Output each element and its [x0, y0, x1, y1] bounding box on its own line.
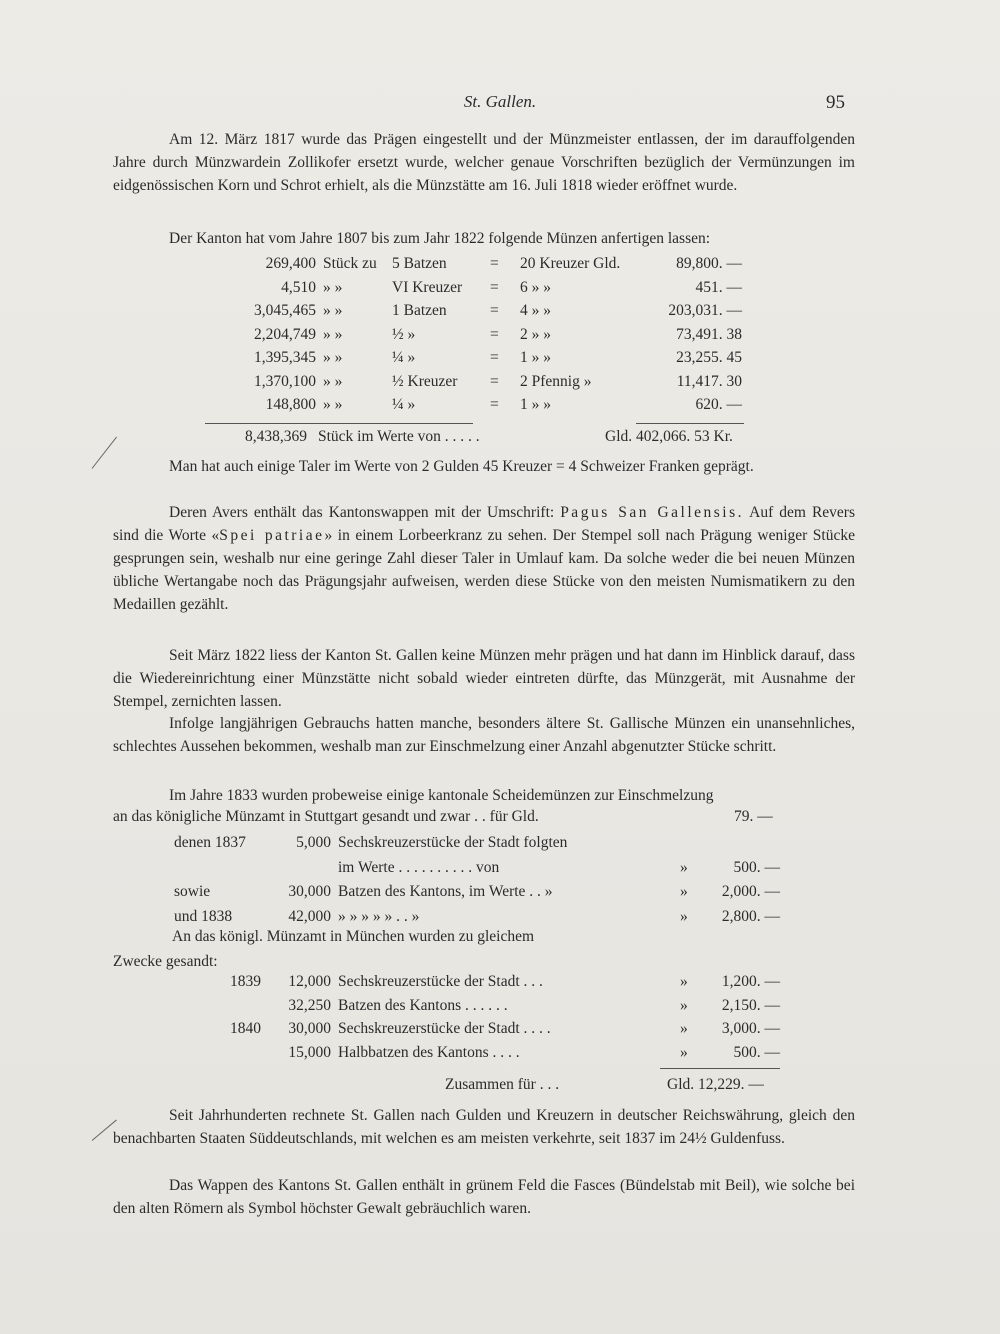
coin-c: ½ » [392, 325, 416, 343]
stuttgart-c: im Werte . . . . . . . . . . von [338, 858, 500, 876]
coin-d: = [490, 325, 499, 343]
coin-c: ½ Kreuzer [392, 372, 458, 390]
muenchen-d: » [680, 996, 688, 1014]
coin-b: » » [323, 278, 343, 296]
coin-f: 203,031. — [668, 302, 742, 319]
coin-c: VI Kreuzer [392, 278, 463, 296]
stuttgart-d: » [680, 858, 688, 876]
inscription-avers: Pagus San Gallensis. [560, 504, 745, 521]
coin-e: 20 Kreuzer Gld. [520, 255, 621, 272]
p4-text-e: » in einem Lorbeerkranz zu sehen. Der Stempel soll nach Prägung weniger Stücke gesprungen sein, weshalb nur eine geringe Zahl dieser Taler in Umlauf kam. Da solche weder die bei neuen Münzen übliche Wertangabe noch das Prägungsjahr aufweisen, werden diese Stücke von den meisten Numismatikern zu den Medaillen gezählt. [113, 527, 855, 613]
coin-d: = [490, 255, 499, 272]
stuttgart-d: » [680, 883, 688, 900]
coin-e: 1 » » [520, 349, 551, 366]
coin-e: 4 » » [520, 302, 551, 319]
muenchen-e: 3,000. — [721, 1020, 780, 1037]
total-value: Gld. 402,066. 53 Kr. [605, 428, 733, 445]
coin-a: 269,400 [265, 255, 316, 272]
coin-e: 2 Pfennig » [520, 372, 592, 390]
total-count: 8,438,369 [245, 428, 307, 445]
coin-f: 620. — [695, 396, 742, 413]
coin-a: 1,395,345 [254, 349, 316, 366]
coin-a: 3,045,465 [254, 302, 316, 319]
coin-f: 451. — [695, 278, 742, 296]
coin-b: » » [323, 302, 343, 319]
coin-a: 1,370,100 [254, 372, 316, 390]
coin-f: 23,255. 45 [676, 349, 742, 366]
paragraph-9: Seit Jahrhunderten rechnete St. Gallen nach Gulden und Kreuzern in deutscher Reichswährung, gleich den benachbarten Staaten Süddeutschlands, mit welchen es am meisten verkehrte, seit 1837 im 24½ Guldenfuss. [113, 1107, 855, 1147]
paragraph-4 [113, 501, 855, 616]
coin-e: 2 » » [520, 325, 551, 343]
paragraph-10: Das Wappen des Kantons St. Gallen enthält in grünem Feld die Fasces (Bündelstab mit Beil), wie solche bei den alten Römern als Symbol höchster Gewalt gebräuchlich waren. [113, 1177, 855, 1217]
muenchen-c: Halbbatzen des Kantons . . . . [338, 1043, 520, 1061]
coin-b: » » [323, 372, 343, 390]
muenchen-c: Sechskreuzerstücke der Stadt . . . . [338, 1020, 551, 1037]
paragraph-7: Im Jahre 1833 wurden probeweise einige kantonale Scheidemünzen zur Einschmelzung [169, 787, 714, 804]
stuttgart-b: 42,000 [288, 907, 331, 925]
coin-c: 1 Batzen [392, 302, 447, 319]
stuttgart-d: » [680, 907, 688, 925]
muenchen-b: 12,000 [288, 973, 331, 990]
muenchen-d: » [680, 1020, 688, 1037]
inscription-revers: Spei patriae [219, 527, 325, 544]
coin-a: 4,510 [281, 278, 316, 296]
coin-c: ¼ » [392, 396, 416, 413]
table-rule-left [205, 423, 473, 424]
coin-e: 6 » » [520, 278, 551, 296]
coin-c: ¼ » [392, 349, 416, 366]
coin-f: 73,491. 38 [676, 325, 742, 343]
paragraph-8: An das königl. Münzamt in München wurden zu gleichem [172, 928, 535, 945]
running-head: St. Gallen. [463, 92, 537, 111]
stuttgart-c: Sechskreuzerstücke der Stadt folgten [338, 834, 568, 851]
stuttgart-a: denen 1837 [174, 834, 246, 851]
stuttgart-c: » » » » » . . » [338, 907, 420, 925]
muenchen-b: 32,250 [288, 996, 331, 1014]
stuttgart-e: 500. — [733, 858, 780, 876]
sum-rule [660, 1068, 780, 1069]
coin-f: 11,417. 30 [676, 372, 742, 390]
p4-text-a: Deren Avers enthält das Kantonswappen mit der Umschrift: [169, 504, 561, 521]
paragraph-3: Man hat auch einige Taler im Werte von 2 Gulden 45 Kreuzer = 4 Schweizer Franken geprägt. [169, 458, 754, 475]
coin-b: » » [323, 396, 343, 413]
coin-d: = [490, 278, 499, 296]
sum-label: Zusammen für . . . [445, 1076, 560, 1093]
coin-b: » » [323, 349, 343, 366]
stuttgart-a: sowie [174, 883, 211, 900]
muenchen-a: 1840 [230, 1020, 261, 1037]
coin-d: = [490, 302, 499, 319]
stuttgart-b: 30,000 [288, 883, 331, 900]
muenchen-b: 15,000 [288, 1043, 331, 1061]
paragraph-7-line-2: an das königliche Münzamt in Stuttgart gesandt und zwar . . für Gld. [113, 808, 539, 825]
paragraph-8-line-2: Zwecke gesandt: [113, 953, 218, 970]
muenchen-e: 1,200. — [721, 973, 780, 990]
stuttgart-e: 2,800. — [721, 907, 780, 925]
coin-d: = [490, 396, 499, 413]
muenchen-c: Sechskreuzerstücke der Stadt . . . [338, 973, 543, 990]
paragraph-2: Der Kanton hat vom Jahre 1807 bis zum Jahr 1822 folgende Münzen anfertigen lassen: [169, 230, 711, 247]
muenchen-d: » [680, 1043, 688, 1061]
coin-c: 5 Batzen [392, 255, 447, 272]
paragraph-7-value: 79. — [734, 808, 773, 825]
coin-e: 1 » » [520, 396, 551, 413]
coin-f: 89,800. — [676, 255, 742, 272]
stuttgart-e: 2,000. — [721, 883, 780, 900]
coin-d: = [490, 349, 499, 366]
stuttgart-b: 5,000 [296, 834, 331, 851]
coin-b: Stück zu [323, 255, 377, 272]
paragraph-6: Infolge langjährigen Gebrauchs hatten manche, besonders ältere St. Gallische Münzen ein unansehnliches, schlechtes Aussehen bekommen, weshalb man zur Einschmelzung einer Anzahl abgenutzter Stücke schritt. [113, 715, 855, 755]
p4-text-c: Auf dem Revers sind die Worte « [113, 504, 856, 544]
muenchen-e: 2,150. — [721, 996, 780, 1014]
sum-value: Gld. 12,229. — [667, 1076, 764, 1093]
muenchen-d: » [680, 973, 688, 990]
muenchen-a: 1839 [230, 973, 261, 990]
page-number: 95 [826, 92, 845, 113]
stuttgart-a: und 1838 [174, 907, 233, 925]
table-rule-right [636, 423, 744, 424]
muenchen-e: 500. — [733, 1043, 780, 1061]
coin-d: = [490, 372, 499, 390]
paragraph-5: Seit März 1822 liess der Kanton St. Gallen keine Münzen mehr prägen und hat dann im Hinblick darauf, dass die Wiedereinrichtung einer Münzstätte nicht sobald wieder eintreten dürfte, das Münzgerät, mit Ausnahme der Stempel, zernichten lassen. [113, 647, 855, 710]
muenchen-c: Batzen des Kantons . . . . . . [338, 996, 508, 1014]
paragraph-1: Am 12. März 1817 wurde das Prägen eingestellt und der Münzmeister entlassen, der im darauffolgenden Jahre durch Münzwardein Zollikofer ersetzt wurde, welcher genaue Vorschriften bezüglich der Vermünzungen im eidgenössischen Korn und Schrot erhielt, als die Münzstätte am 16. Juli 1818 wieder eröffnet wurde. [113, 131, 855, 194]
coin-a: 148,800 [265, 396, 316, 413]
stuttgart-c: Batzen des Kantons, im Werte . . » [338, 883, 553, 900]
coin-b: » » [323, 325, 343, 343]
total-label: Stück im Werte von . . . . . [318, 428, 480, 445]
muenchen-b: 30,000 [288, 1020, 331, 1037]
coin-a: 2,204,749 [254, 325, 316, 343]
